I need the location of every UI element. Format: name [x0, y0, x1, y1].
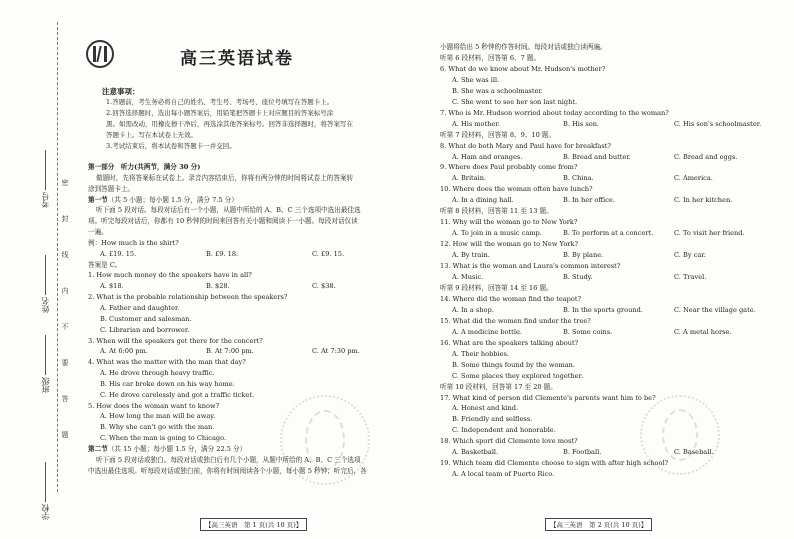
- options: [440, 327, 785, 338]
- question: 2. What is the probable relationship between the speakers?: [88, 293, 288, 302]
- question: 4. What was the matter with the man that day?: [88, 358, 246, 367]
- question: 6. What do we know about Mr. Hudson's mother?: [440, 64, 606, 73]
- section-rule: （共 15 小题；每小题 1.5 分，满分 22.5 分）: [107, 444, 247, 453]
- option: B. By plane.: [563, 251, 604, 260]
- seal-char: 内: [61, 287, 69, 295]
- example-options: [88, 249, 418, 260]
- option: C. When the man is going to Chicago.: [100, 434, 227, 443]
- option: B. Study.: [563, 273, 593, 282]
- example-answer: 答案是 C。: [88, 260, 122, 269]
- option: A. $18.: [100, 282, 124, 291]
- exam-no-label: 考号: [41, 192, 50, 208]
- part-heading: 第一部分 听力(共两节，满分 30 分): [88, 163, 201, 171]
- option: A. A local team of Puerto Rico.: [452, 470, 555, 479]
- option: C. By car.: [674, 251, 706, 260]
- watermark-icon: [280, 395, 370, 485]
- options: [440, 152, 785, 163]
- question: 3. When will the speakers get there for the concert?: [88, 336, 263, 345]
- option: B. China.: [563, 174, 594, 183]
- option: C. She went to see her son last night.: [452, 97, 578, 106]
- question: 8. What do both Mary and Paul have for breakfast?: [440, 141, 611, 150]
- option: B. Some things found by the woman.: [452, 360, 576, 369]
- options: [440, 305, 785, 316]
- notice-item: 1.答题前，考生务必将自己的姓名、考生号、考场号、座位号填写在答题卡上。: [106, 98, 334, 106]
- option: B. Football.: [563, 448, 602, 457]
- material-heading: 听第 9 段材料，回答第 14 至 16 题。: [440, 283, 553, 292]
- section-intro: 小题将给出 5 秒钟的作答时间。每段对话或独白读两遍。: [440, 43, 607, 51]
- part-intro: 涂到答题卡上。: [88, 184, 135, 193]
- question: 9. Where does Paul probably come from?: [440, 163, 578, 172]
- option: A. He drove through heavy traffic.: [100, 369, 215, 378]
- options: [440, 173, 785, 184]
- page-footer: 【高三英语 第 1 页(共 10 页)】: [200, 518, 307, 531]
- option: B. $28.: [206, 282, 230, 291]
- material-heading: 听第 10 段材料，回答第 17 至 20 题。: [440, 382, 557, 391]
- question: 18. Which sport did Clemente love most?: [440, 437, 578, 446]
- options: [440, 119, 785, 130]
- option: A. She was ill.: [452, 75, 500, 84]
- question: 16. What are the speakers talking about?: [440, 338, 579, 347]
- option: A. Father and daughter.: [100, 303, 180, 312]
- options: [440, 447, 785, 458]
- example-question: 例：How much is the shirt?: [88, 238, 179, 247]
- exam-no-field: [40, 150, 54, 208]
- option: B. Bread and butter.: [563, 152, 631, 161]
- option: B. Why she can't go with the man.: [100, 423, 215, 432]
- material-heading: 听第 6 段材料，回答第 6、7 题。: [440, 53, 541, 62]
- question: 11. Why will the woman go to New York?: [440, 218, 578, 227]
- material-heading: 听第 8 段材料，回答第 11 至 13 题。: [440, 207, 553, 216]
- notice-item: 答题卡上。写在本试卷上无效。: [106, 131, 197, 139]
- name-label: 姓名: [41, 297, 50, 313]
- option: B. £9. 18.: [206, 249, 239, 258]
- option: B. She was a schoolmaster.: [452, 86, 543, 95]
- section-intro: 听下面 5 段对话或独白。每段对话或独白后有几个小题，从题中所给的 A、B、C 三个选项: [96, 455, 361, 464]
- section-intro: 一遍。: [88, 228, 108, 237]
- seal-char: 答: [61, 395, 69, 403]
- part-intro: 做题时，先将答案标在试卷上。录音内容结束后，你将有两分钟的时间将试卷上的答案转: [96, 173, 354, 182]
- question: 10. Where does the woman often have lunch?: [440, 185, 593, 194]
- section-heading: 第一节: [88, 195, 108, 204]
- option: B. Some coins.: [563, 327, 613, 336]
- option: C. Librarian and borrower.: [100, 325, 190, 334]
- section-intro: 听下面 5 段对话。每段对话后有一个小题，从题中所给的 A、B、C 三个选项中选出最佳选: [96, 206, 361, 215]
- seal-char: 要: [61, 359, 69, 367]
- notice-list: [106, 97, 406, 152]
- right-column: [440, 42, 785, 480]
- options: [440, 228, 785, 239]
- option: B. At 7:00 pm.: [206, 347, 254, 356]
- seal-text: [60, 178, 70, 466]
- options: [88, 346, 418, 357]
- cut-line: [57, 22, 58, 492]
- question: 1. How much money do the speakers have in all?: [88, 271, 252, 280]
- option: A. By train.: [452, 251, 490, 260]
- option: B. To perform at a concert.: [563, 229, 654, 238]
- option: B. In her office.: [563, 196, 615, 205]
- option: C. He drove carelessly and got a traffic ticket.: [100, 390, 255, 399]
- option: C. In her kitchen.: [674, 196, 733, 205]
- notice-item: 黑。如需改动，用橡皮擦干净后，再选涂其他答案标号。回答非选择题时，将答案写在: [106, 120, 353, 128]
- option: C. Independent and honorable.: [452, 426, 556, 435]
- option: A. His mother.: [452, 119, 500, 128]
- option: B. His son.: [563, 119, 600, 128]
- seal-char: 封: [61, 215, 69, 223]
- section-intro: 项。听完每段对话后，你都有 10 秒钟的时间来回答有关小题和阅读下一小题。每段对话仅读: [88, 217, 358, 226]
- question: 19. Which team did Clemente choose to sign with after high school?: [440, 459, 669, 468]
- option: A. Basketball.: [452, 448, 499, 457]
- option: A. Music.: [452, 273, 484, 282]
- school-field: [40, 462, 54, 520]
- option: B. In the sports ground.: [563, 305, 643, 314]
- seal-char: 线: [61, 251, 69, 259]
- option: A. In a dining hall.: [452, 196, 514, 205]
- school-label: 学校: [41, 504, 50, 520]
- seal-char: 密: [61, 179, 69, 187]
- option: C. £9. 15.: [312, 249, 345, 258]
- option: C. America.: [674, 174, 713, 183]
- exam-title: 高三英语试卷: [180, 49, 294, 69]
- section-rule: （共 5 小题；每小题 1.5 分，满分 7.5 分）: [107, 195, 238, 204]
- question: 15. What did the women find under the tree?: [440, 316, 591, 325]
- option: A. Their hobbies.: [452, 349, 510, 358]
- option: A. At 6:00 pm.: [100, 347, 148, 356]
- options: [440, 272, 785, 283]
- option: C. At 7:30 pm.: [312, 347, 360, 356]
- seal-char: 题: [61, 431, 69, 439]
- section-heading: 第二节: [88, 444, 108, 453]
- binding-margin: [0, 0, 78, 539]
- name-field: [40, 255, 54, 313]
- option: A. Honest and kind.: [452, 404, 519, 413]
- question: 7. Who is Mr. Hudson worried about today according to the woman?: [440, 108, 669, 117]
- page-footer: 【高三英语 第 2 页(共 10 页)】: [545, 518, 652, 531]
- option: A. £19. 15.: [100, 249, 137, 258]
- option: C. To visit her friend.: [674, 229, 745, 238]
- question: 17. What kind of person did Clemente's parents want him to be?: [440, 393, 656, 402]
- options: [88, 281, 418, 292]
- option: C. $38.: [312, 282, 336, 291]
- option: C. Baseball.: [674, 448, 714, 457]
- option: C. Near the village gate.: [674, 305, 756, 314]
- school-logo-icon: [86, 40, 114, 68]
- option: A. Britain.: [452, 174, 487, 183]
- option: A. A medicine bottle.: [452, 327, 522, 336]
- option: C. Travel.: [674, 273, 707, 282]
- material-heading: 听第 7 段材料，回答第 8、9、10 题。: [440, 130, 556, 139]
- option: C. His son's schoolmaster.: [674, 119, 762, 128]
- notice-item: 3.考试结束后，将本试卷和答题卡一并交回。: [106, 142, 236, 150]
- seal-char: 不: [61, 323, 69, 331]
- option: C. A metal horse.: [674, 327, 732, 336]
- question: 5. How does the woman want to know?: [88, 401, 220, 410]
- option: A. Ham and oranges.: [452, 152, 523, 161]
- notice-item: 2.回答选择题时，选出每小题答案后，用铅笔把答题卡上对应题目的答案标号涂: [106, 109, 334, 117]
- option: A. How long the man will be away.: [100, 412, 216, 421]
- question: 14. Where did the woman find the teapot?: [440, 294, 582, 303]
- options: [440, 195, 785, 206]
- option: A. In a shop.: [452, 305, 494, 314]
- option: C. Bread and eggs.: [674, 152, 738, 161]
- section-intro: 中选出最佳选项。听每段对话或独白前，你将有时间阅读各个小题，每小题 5 秒钟；听完后，各: [88, 466, 367, 475]
- watermark-icon: [640, 395, 720, 475]
- option: B. His car broke down on his way home.: [100, 379, 235, 388]
- option: A. To join in a music camp.: [452, 229, 542, 238]
- option: B. Customer and salesman.: [100, 314, 192, 323]
- class-field: [40, 335, 54, 393]
- class-label: 班级: [41, 377, 50, 393]
- option: C. Some places they explored together.: [452, 371, 584, 380]
- options: [440, 250, 785, 261]
- question: 12. How will the woman go to New York?: [440, 240, 578, 249]
- notice-heading: 注意事项：: [102, 87, 140, 96]
- question: 13. What is the woman and Laura's common interest?: [440, 262, 621, 271]
- option: B. Friendly and selfless.: [452, 415, 533, 424]
